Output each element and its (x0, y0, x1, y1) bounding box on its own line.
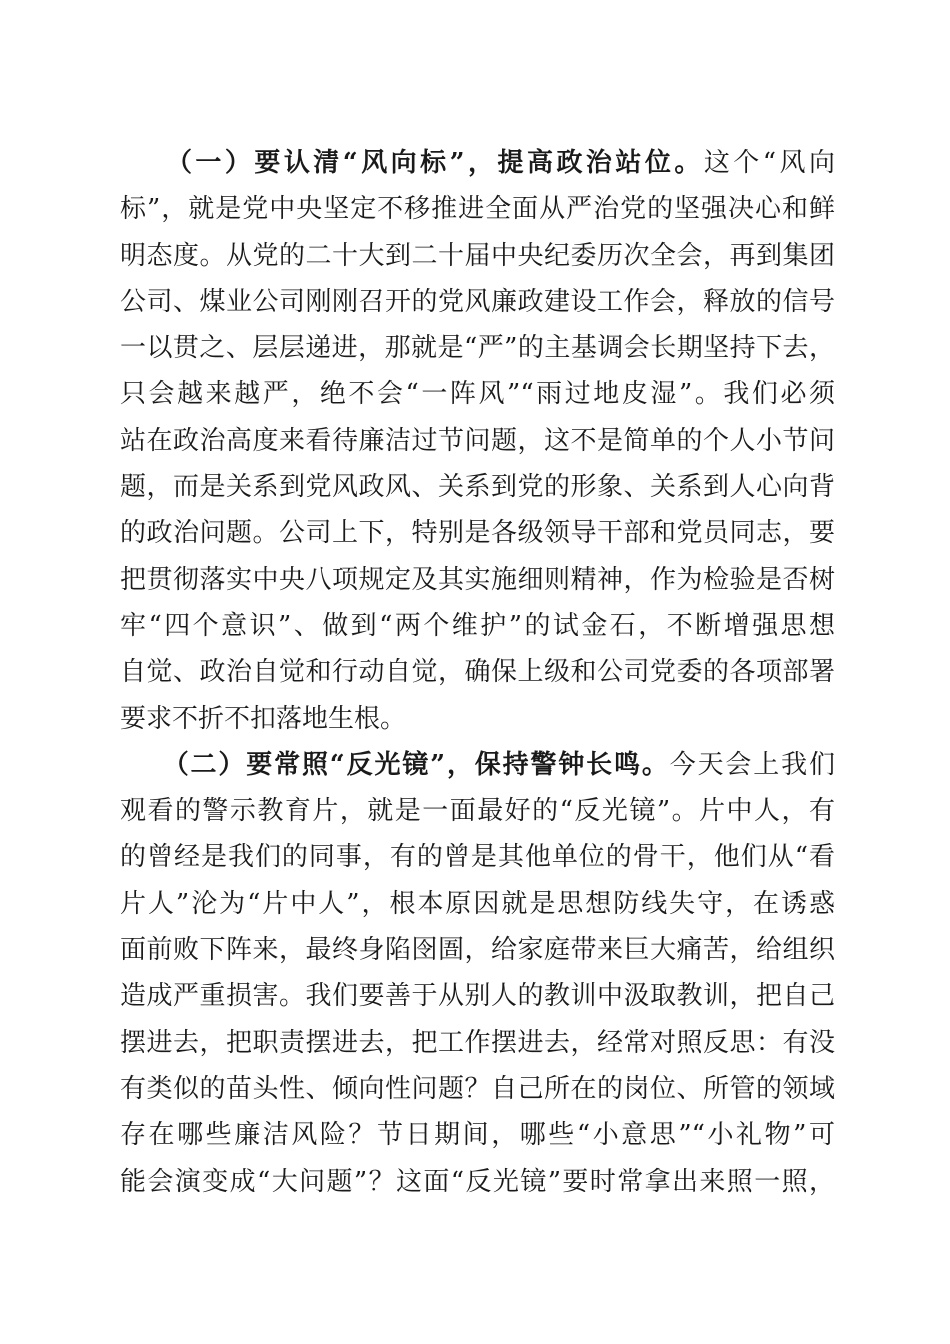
paragraph-1-line-12: 自觉、政治自觉和行动自觉，确保上级和公司党委的各项部署 (120, 657, 835, 688)
paragraph-1-line-7: 站在政治高度来看待廉洁过节问题，这不是简单的个人小节问 (120, 425, 835, 456)
document-body (120, 140, 835, 1205)
paragraph-1-line-4: 公司、煤业公司刚刚召开的党风廉政建设工作会，释放的信号 (120, 286, 835, 317)
paragraph-1-line-1: （一）要认清“风向标”，提高政治站位。这个“风向 (178, 148, 835, 178)
paragraph-1-line-11: 牢“四个意识”、做到“两个维护”的试金石，不断增强思想 (120, 610, 835, 641)
paragraph-2-line-3: 的曾经是我们的同事，有的曾是其他单位的骨干，他们从“看 (120, 842, 835, 873)
paragraph-1-line-10: 把贯彻落实中央八项规定及其实施细则精神，作为检验是否树 (120, 564, 835, 595)
paragraph-1-heading: （一）要认清“风向标”，提高政治站位。 (178, 148, 704, 178)
paragraph-1-line-5: 一以贯之、层层递进，那就是“严”的主基调会长期坚持下去， (120, 333, 835, 364)
paragraph-2-line-7: 摆进去，把职责摆进去，把工作摆进去，经常对照反思：有没 (120, 1027, 835, 1058)
paragraph-1-line-9: 的政治问题。公司上下，特别是各级领导干部和党员同志，要 (120, 518, 835, 549)
paragraph-2-line-8: 有类似的苗头性、倾向性问题？自己所在的岗位、所管的领域 (120, 1073, 835, 1104)
paragraph-2-line-9: 存在哪些廉洁风险？节日期间，哪些“小意思”“小礼物”可 (120, 1120, 835, 1151)
paragraph-2-line-5: 面前败下阵来，最终身陷囹圄，给家庭带来巨大痛苦，给组织 (120, 935, 835, 966)
paragraph-1-line-8: 题，而是关系到党风政风、关系到党的形象、关系到人心向背 (120, 472, 835, 503)
paragraph-2-line-2: 观看的警示教育片，就是一面最好的“反光镜”。片中人，有 (120, 796, 835, 827)
paragraph-1-line-6: 只会越来越严，绝不会“一阵风”“雨过地皮湿”。我们必须 (120, 379, 835, 410)
paragraph-1-line-3: 明态度。从党的二十大到二十届中央纪委历次全会，再到集团 (120, 240, 835, 271)
paragraph-1-line-13: 要求不折不扣落地生根。 (120, 703, 407, 734)
paragraph-2-heading: （二）要常照“反光镜”，保持警钟长鸣。 (175, 749, 670, 780)
paragraph-2-line-4: 片人”沦为“片中人”，根本原因就是思想防线失守，在诱惑 (120, 888, 835, 919)
paragraph-2-line-1: （二）要常照“反光镜”，保持警钟长鸣。今天会上我们 (175, 749, 835, 780)
paragraph-2-line-10: 能会演变成“大问题”？这面“反光镜”要时常拿出来照一照， (120, 1166, 835, 1197)
paragraph-1-line-2: 标”，就是党中央坚定不移推进全面从严治党的坚强决心和鲜 (120, 194, 835, 225)
paragraph-2-line-6: 造成严重损害。我们要善于从别人的教训中汲取教训，把自己 (120, 981, 835, 1012)
